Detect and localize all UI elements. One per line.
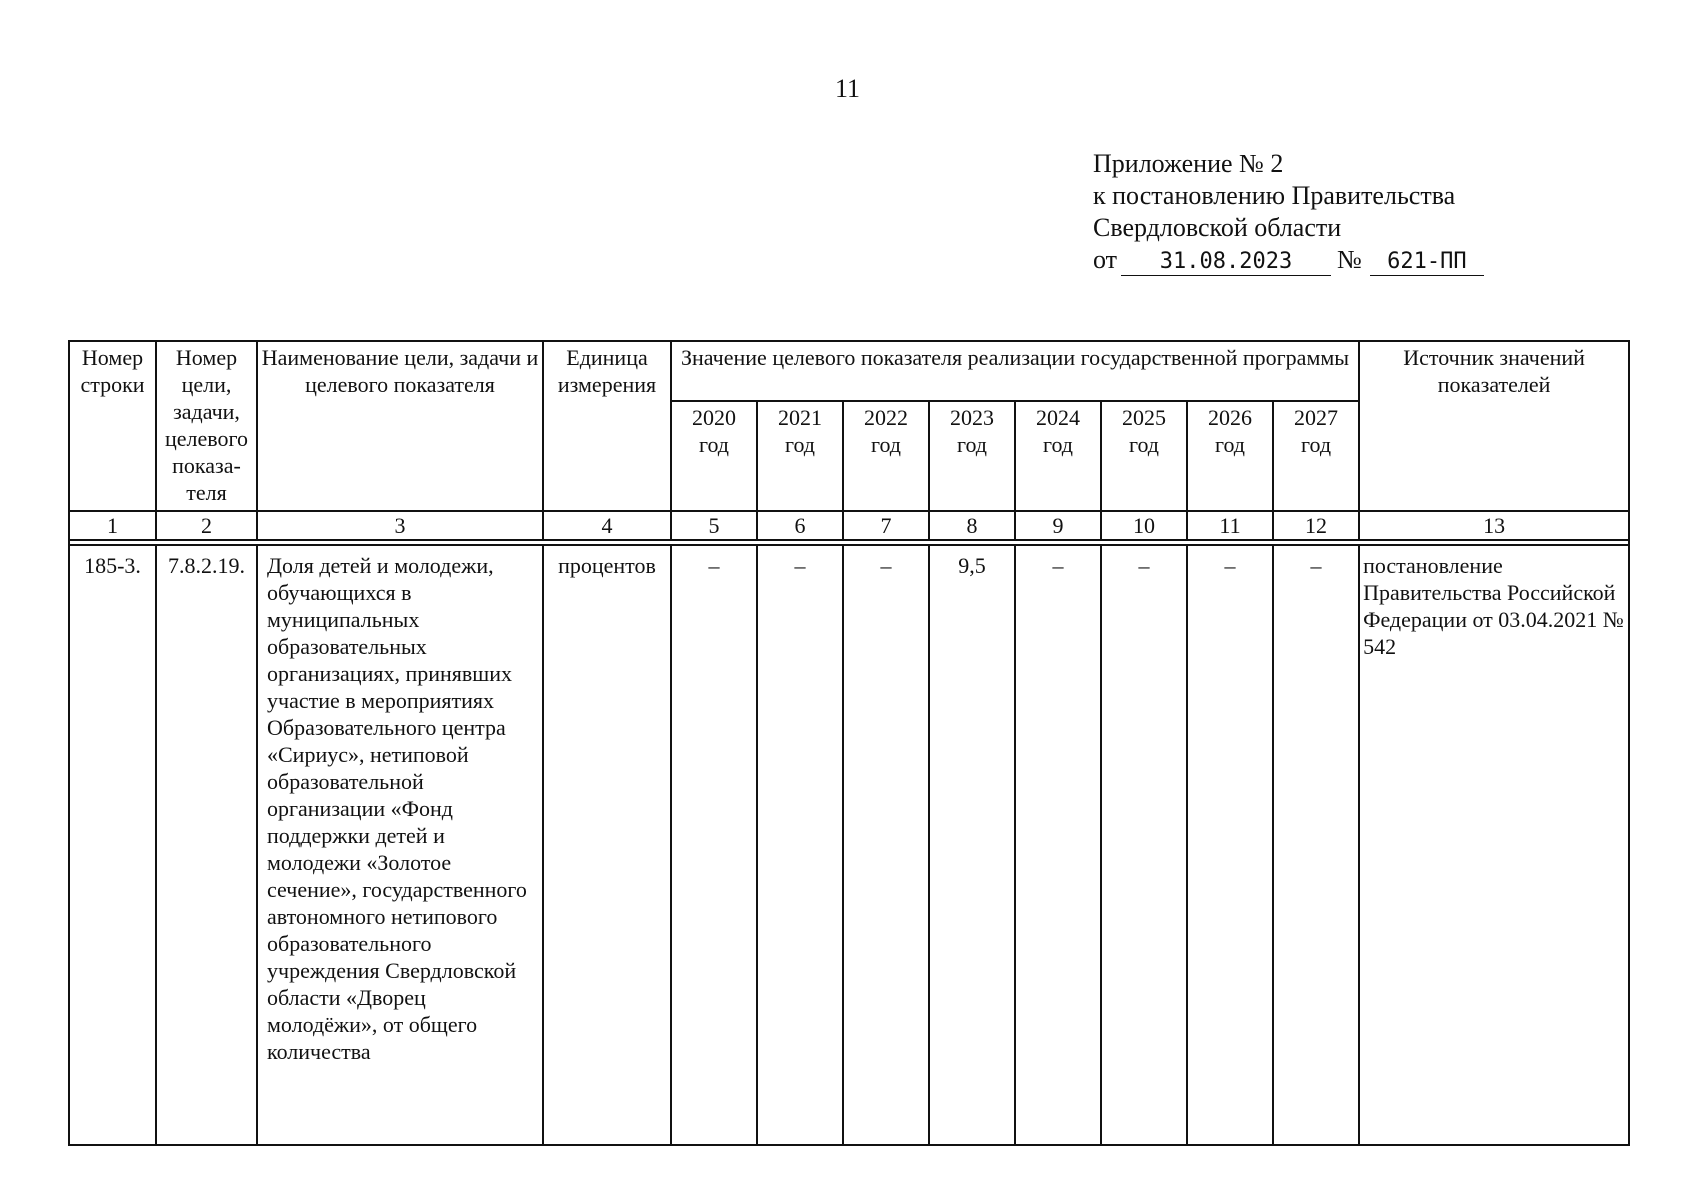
cell-value-2026: –: [1187, 545, 1273, 1145]
header-year: 2021 год: [757, 401, 843, 511]
cell-goal-number: 7.8.2.19.: [156, 545, 257, 1145]
header-goal-number: Номер цели, задачи, целевого показа-теля: [156, 341, 257, 511]
column-number: 1: [69, 511, 156, 540]
column-number: 4: [543, 511, 671, 540]
column-number: 12: [1273, 511, 1359, 540]
decree-number: 621-ПП: [1370, 249, 1484, 276]
cell-value-2021: –: [757, 545, 843, 1145]
cell-value-2022: –: [843, 545, 929, 1145]
cell-value-2027: –: [1273, 545, 1359, 1145]
appendix-block: [1093, 148, 1484, 276]
column-number: 11: [1187, 511, 1273, 540]
header-year: 2022 год: [843, 401, 929, 511]
appendix-subtitle: к постановлению Правительства: [1093, 181, 1456, 210]
column-number-row: [69, 511, 1629, 540]
cell-unit: процентов: [543, 545, 671, 1145]
cell-value-2020: –: [671, 545, 757, 1145]
from-label: от: [1093, 245, 1118, 274]
cell-row-number: 185-3.: [69, 545, 156, 1145]
header-year: 2023 год: [929, 401, 1015, 511]
header-year: 2020 год: [671, 401, 757, 511]
header-source: Источник значений показателей: [1359, 341, 1629, 511]
appendix-date-number-row: [1093, 244, 1484, 276]
column-number: 9: [1015, 511, 1101, 540]
column-number: 13: [1359, 511, 1629, 540]
column-number: 2: [156, 511, 257, 540]
cell-name: Доля детей и молодежи, обучающихся в муниципальных образовательных организациях, принявших участие в мероприятиях Образовательного центра «Сириус», нетиповой образовательной организации «Фонд поддержки детей и молодежи «Золотое сечение», государственного автономного нетипового образовательного учреждения Свердловской области «Дворец молодёжи», от общего количества: [257, 545, 543, 1145]
header-unit: Единица измерения: [543, 341, 671, 511]
appendix-region: Свердловской области: [1093, 213, 1342, 242]
header-year: 2024 год: [1015, 401, 1101, 511]
column-number: 7: [843, 511, 929, 540]
column-number: 8: [929, 511, 1015, 540]
appendix-title: Приложение № 2: [1093, 149, 1284, 178]
column-number: 10: [1101, 511, 1187, 540]
cell-value-2025: –: [1101, 545, 1187, 1145]
column-number: 5: [671, 511, 757, 540]
column-number: 3: [257, 511, 543, 540]
decree-date: 31.08.2023: [1121, 249, 1331, 276]
table-row: [69, 545, 1629, 1145]
cell-value-2023: 9,5: [929, 545, 1015, 1145]
header-row-number: Номер строки: [69, 341, 156, 511]
header-year: 2027 год: [1273, 401, 1359, 511]
header-year: 2026 год: [1187, 401, 1273, 511]
column-number: 6: [757, 511, 843, 540]
header-name: Наименование цели, задачи и целевого показателя: [257, 341, 543, 511]
header-row-1: [69, 341, 1629, 401]
number-label: №: [1337, 245, 1362, 274]
indicators-table: [68, 340, 1630, 1146]
header-values-group: Значение целевого показателя реализации государственной программы: [671, 341, 1359, 401]
cell-source: постановление Правительства Российской Федерации от 03.04.2021 № 542: [1359, 545, 1629, 1145]
header-year: 2025 год: [1101, 401, 1187, 511]
page-number: 11: [834, 74, 861, 103]
cell-value-2024: –: [1015, 545, 1101, 1145]
